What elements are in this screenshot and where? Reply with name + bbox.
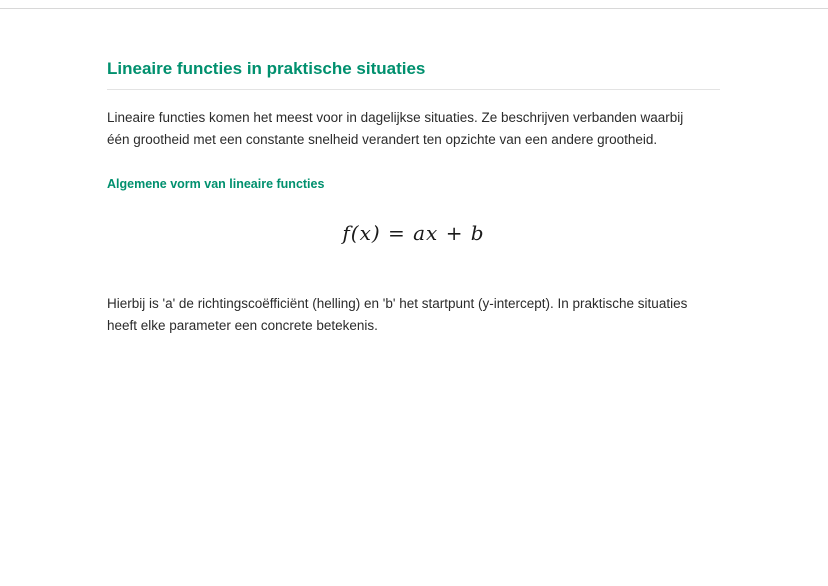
document-content bbox=[0, 58, 828, 337]
intro-paragraph: Lineaire functies komen het meest voor in dagelijkse situaties. Ze beschrijven verbanden waarbij één grootheid met een constante snelheid verandert ten opzichte van een andere grootheid. bbox=[107, 110, 684, 148]
page-top-divider bbox=[0, 8, 828, 9]
explanation-paragraph: Hierbij is 'a' de richtingscoëfficiënt (helling) en 'b' het startpunt (y-intercept). In praktische situaties heeft elke parameter een concrete betekenis. bbox=[107, 296, 688, 334]
title-divider bbox=[107, 89, 720, 90]
section-subheading: Algemene vorm van lineaire functies bbox=[107, 177, 325, 192]
math-formula: f(x) = ax + b bbox=[342, 221, 485, 246]
page-title: Lineaire functies in praktische situaties bbox=[107, 59, 426, 78]
